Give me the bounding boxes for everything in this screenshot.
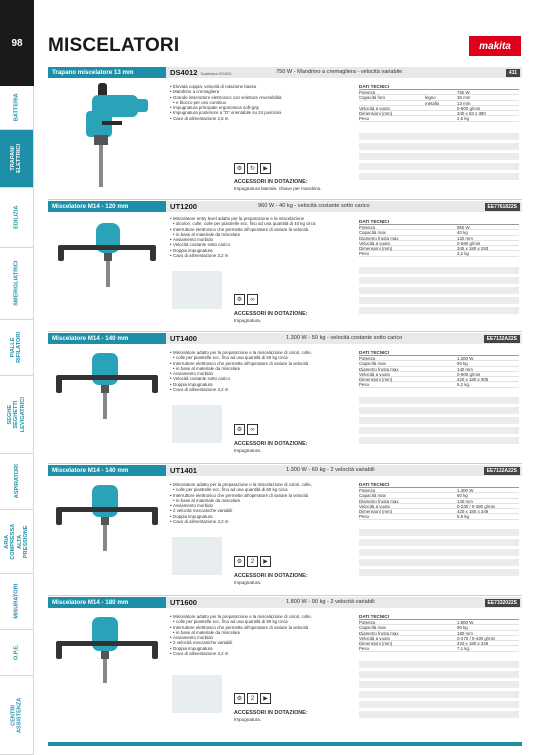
product-ut1400 bbox=[48, 333, 522, 461]
product-model: UT1200 bbox=[170, 202, 198, 211]
feature-item: • Cavo di alimentazione 2,5 m bbox=[170, 116, 356, 121]
feature-item: • Avviamento morbido bbox=[170, 635, 356, 640]
feature-item: • Avviamento morbido bbox=[170, 237, 356, 242]
spec-table bbox=[359, 84, 519, 122]
spec-row: Peso 5,8 kg bbox=[359, 514, 519, 519]
accessory-icons bbox=[234, 556, 271, 567]
product-category: Trapano miscelatore 13 mm bbox=[48, 67, 166, 78]
product-photo bbox=[48, 479, 166, 553]
product-photo bbox=[48, 81, 166, 191]
sidebar-tab-pialle-rifilatori[interactable]: PIALLE RIFILATORI bbox=[0, 320, 34, 376]
product-category: Miscelatore M14 - 120 mm bbox=[48, 201, 166, 212]
reverse-rotation-icon: ↻ bbox=[247, 163, 258, 174]
spec-row: Dimensioni (mm) 420 x 180 x 349 bbox=[359, 641, 519, 646]
accessory-photo bbox=[172, 675, 222, 713]
product-header-bar bbox=[48, 333, 522, 344]
section-divider bbox=[48, 463, 522, 464]
spec-row: Potenza 1.300 W bbox=[359, 356, 519, 361]
product-header-bar bbox=[48, 201, 522, 212]
spec-row: Potenza 750 W bbox=[359, 90, 519, 95]
product-description: 1.800 W - 90 kg - 2 velocità variabili bbox=[286, 599, 375, 605]
feature-item: • dicolori, colle, colle per piastrelle ecc. fino ad una quantità di 40 kg circa bbox=[170, 221, 356, 226]
speed-control-icon: ⚙ bbox=[234, 556, 245, 567]
sidebar-tab-batteria[interactable]: BATTERIA bbox=[0, 86, 34, 130]
spec-row: Dimensioni (mm) 420 x 180 x 305 bbox=[359, 377, 519, 382]
feature-item: • in base al materiale da miscelare bbox=[170, 630, 356, 635]
two-speed-icon: 2 bbox=[247, 693, 258, 704]
spec-row: Dimensioni (mm) 345 x 180 x 293 bbox=[359, 246, 519, 251]
product-category: Miscelatore M14 - 180 mm bbox=[48, 597, 166, 608]
spec-row: Potenza 1.300 W bbox=[359, 488, 519, 493]
spec-row: Capacità max 60 kg bbox=[359, 493, 519, 498]
accessory-icons bbox=[234, 294, 258, 305]
feature-item: • Cavo di alimentazione 3,2 m bbox=[170, 519, 356, 524]
sidebar-tab-aspiratori[interactable]: ASPIRATORI bbox=[0, 454, 34, 510]
soft-start-icon: ▶ bbox=[260, 693, 271, 704]
accessories-text: Impugnatura. bbox=[234, 448, 262, 453]
product-model: UT1401 bbox=[170, 466, 198, 475]
product-code-badge: EE7332022S bbox=[485, 599, 520, 607]
spec-title: DATI TECNICI bbox=[359, 84, 519, 90]
feature-item: • Doppia impugnatura bbox=[170, 646, 356, 651]
empty-spec-rows bbox=[359, 133, 519, 183]
accessory-icons bbox=[234, 424, 258, 435]
feature-item: • Impugnatura posteriore a "D" orientabile su 24 posizioni bbox=[170, 110, 356, 115]
speed-control-icon: ⚙ bbox=[234, 294, 245, 305]
product-description: 750 W - Mandrino a cremagliera - velocità variabile bbox=[276, 69, 403, 75]
product-code-badge: EE7761822S bbox=[485, 203, 520, 211]
feature-item: • Interruttore elettronico che permette all'operatore di variare la velocità bbox=[170, 625, 356, 630]
spec-row: Diametro frusta max 140 mm bbox=[359, 367, 519, 372]
product-code-badge: 411 bbox=[506, 69, 520, 77]
spec-row: Diametro frusta max 120 mm bbox=[359, 236, 519, 241]
feature-item: • 2 velocità meccaniche variabili bbox=[170, 508, 356, 513]
accessory-icons bbox=[234, 163, 271, 174]
sidebar-tab-smerigliatrici[interactable]: SMERIGLIATRICI bbox=[0, 248, 34, 320]
feature-item: • Miscelatore adatto per la preparazione e la miscelazione di colori, colle, bbox=[170, 482, 356, 487]
feature-item: • 2 velocità meccaniche variabili bbox=[170, 640, 356, 645]
product-description: 960 W - 40 kg - velocità costante sotto carico bbox=[258, 203, 370, 209]
feature-item: • Doppia impugnatura bbox=[170, 248, 356, 253]
accessories-text: Impugnatura. bbox=[234, 318, 262, 323]
feature-list bbox=[170, 84, 356, 121]
accessories-text: Impugnatura laterale, chiave per mandrino. bbox=[234, 186, 322, 191]
accessories-title: ACCESSORI IN DOTAZIONE: bbox=[234, 311, 308, 317]
spec-row: Velocità a vuoto 0-600 g/min bbox=[359, 106, 519, 111]
spec-table bbox=[359, 614, 519, 652]
product-ut1200 bbox=[48, 201, 522, 329]
spec-title: DATI TECNICI bbox=[359, 350, 519, 356]
mixer-illustration bbox=[48, 215, 166, 289]
spec-row: Peso 3,2 kg bbox=[359, 251, 519, 256]
spec-title: DATI TECNICI bbox=[359, 219, 519, 225]
product-description: 1.300 W - 60 kg - 2 velocità variabili bbox=[286, 467, 375, 473]
section-divider bbox=[48, 331, 522, 332]
feature-item: • Cavo di alimentazione 3,2 m bbox=[170, 387, 356, 392]
accessory-photo bbox=[172, 537, 222, 575]
feature-item: • Avviamento morbido bbox=[170, 503, 356, 508]
spec-row: Peso 5,2 kg bbox=[359, 382, 519, 387]
sidebar-tab-misuratori[interactable]: MISURATORI bbox=[0, 574, 34, 630]
spec-row: Capacità max 50 kg bbox=[359, 361, 519, 366]
product-model: UT1600 bbox=[170, 598, 198, 607]
product-category: Miscelatore M14 - 140 mm bbox=[48, 465, 166, 476]
sidebar-tab-aria-compressa[interactable]: ARIA COMPRESSA ALTA PRESSIONE bbox=[0, 510, 34, 574]
mixer-illustration bbox=[48, 347, 166, 421]
speed-control-icon: ⚙ bbox=[234, 424, 245, 435]
feature-item: • Avviamento morbido bbox=[170, 371, 356, 376]
spec-table bbox=[359, 482, 519, 520]
spec-row: Peso 7,1 kg bbox=[359, 646, 519, 651]
feature-item: • colle per piastrelle ecc. fino ad una quantità di 50 kg circa bbox=[170, 355, 356, 360]
feature-item: • Interruttore elettronico che permette all'operatore di variare la velocità bbox=[170, 493, 356, 498]
spec-row: Velocità a vuoto 0-270 / 0-430 g/min bbox=[359, 636, 519, 641]
feature-item: • Velocità costante sotto carico bbox=[170, 376, 356, 381]
feature-item: • colle per piastrelle ecc. fino ad una quantità di 90 kg circa bbox=[170, 619, 356, 624]
constant-speed-icon: ∞ bbox=[247, 424, 258, 435]
spec-row: Potenza 960 W bbox=[359, 225, 519, 230]
drill-mixer-illustration bbox=[48, 81, 166, 191]
feature-item: • Miscelatore adatto per la preparazione e la miscelazione di colori, colle, bbox=[170, 614, 356, 619]
spec-table bbox=[359, 350, 519, 388]
product-category: Miscelatore M14 - 140 mm bbox=[48, 333, 166, 344]
feature-list bbox=[170, 216, 356, 258]
feature-list bbox=[170, 482, 356, 524]
section-divider bbox=[48, 199, 522, 200]
product-photo bbox=[48, 611, 166, 685]
spec-row: Diametro frusta max 180 mm bbox=[359, 631, 519, 636]
mixer-illustration bbox=[48, 479, 166, 553]
product-header-bar bbox=[48, 465, 522, 476]
feature-item: • Doppia impugnatura bbox=[170, 514, 356, 519]
sidebar-tab-seghe[interactable]: SEGHE SEGHETTI LEVIGATRICI bbox=[0, 376, 34, 454]
feature-item: • Interruttore elettronico che permette all'operatore di variare la velocità bbox=[170, 227, 356, 232]
two-speed-icon: 2 bbox=[247, 556, 258, 567]
feature-item: • in base al materiale da miscelare bbox=[170, 232, 356, 237]
accessories-title: ACCESSORI IN DOTAZIONE: bbox=[234, 573, 308, 579]
page-number-box bbox=[0, 0, 34, 86]
feature-list bbox=[170, 350, 356, 392]
sidebar-tab-edilizia[interactable]: EDILIZIA bbox=[0, 188, 34, 248]
feature-item: • Impugnatura principale ergonomica soft-grip bbox=[170, 105, 356, 110]
feature-item: • Elevata coppia, velocità di rotazione bassa bbox=[170, 84, 356, 89]
product-header-bar bbox=[48, 597, 522, 608]
spec-title: DATI TECNICI bbox=[359, 614, 519, 620]
product-ut1401 bbox=[48, 465, 522, 593]
brand-logo: makita bbox=[469, 36, 521, 56]
empty-spec-rows bbox=[359, 267, 519, 317]
feature-item: • Cavo di alimentazione 3,2 m bbox=[170, 651, 356, 656]
empty-spec-rows bbox=[359, 397, 519, 447]
spec-row: Capacità max 40 kg bbox=[359, 230, 519, 235]
spec-row: Dimensioni (mm) 340 x 83 x 380 bbox=[359, 111, 519, 116]
product-code-badge: EE7132A22S bbox=[484, 467, 520, 475]
feature-item: • colle per piastrelle ecc. fino ad una quantità di 60 kg circa bbox=[170, 487, 356, 492]
feature-item: • Grande interruttore elettronico con selettore reversibilità bbox=[170, 95, 356, 100]
spec-row: Velocità a vuoto 0-230 / 0-480 g/min bbox=[359, 504, 519, 509]
accessories-title: ACCESSORI IN DOTAZIONE: bbox=[234, 441, 308, 447]
soft-start-icon: ▶ bbox=[260, 556, 271, 567]
feature-item: • e blocco per uso continuo bbox=[170, 100, 356, 105]
empty-spec-rows bbox=[359, 661, 519, 721]
accessory-icons bbox=[234, 693, 271, 704]
feature-item: • Miscelatore adatto per la preparazione e la miscelazione di colori, colle, bbox=[170, 350, 356, 355]
spec-row: Diametro frusta max 140 mm bbox=[359, 499, 519, 504]
feature-item: • Velocità costante sotto carico bbox=[170, 242, 356, 247]
spec-row: Potenza 1.800 W bbox=[359, 620, 519, 625]
spec-row: Velocità a vuoto 0-580 g/min bbox=[359, 241, 519, 246]
product-model: DS4012 Sostituisce DS4011 bbox=[170, 68, 232, 77]
spec-row: metallo 13 mm bbox=[359, 101, 519, 106]
accessory-photo bbox=[172, 405, 222, 443]
spec-title: DATI TECNICI bbox=[359, 482, 519, 488]
product-header-bar bbox=[48, 67, 522, 78]
sidebar-tab-ope[interactable]: O.P.E. bbox=[0, 630, 34, 676]
product-model: UT1400 bbox=[170, 334, 198, 343]
spec-row: Capacità foro legno 36 mm bbox=[359, 95, 519, 100]
feature-item: • Miscelatore entry level adatto per la preparazione e la miscelazione bbox=[170, 216, 356, 221]
empty-spec-rows bbox=[359, 529, 519, 579]
spec-row: Peso 2,6 kg bbox=[359, 116, 519, 121]
feature-item: • Mandrino a cremagliera bbox=[170, 89, 356, 94]
accessory-photo bbox=[172, 271, 222, 309]
speed-control-icon: ⚙ bbox=[234, 163, 245, 174]
spec-table bbox=[359, 219, 519, 257]
feature-item: • Doppia impugnatura bbox=[170, 382, 356, 387]
accessories-text: Impugnatura. bbox=[234, 717, 262, 722]
spec-row: Dimensioni (mm) 420 x 180 x 349 bbox=[359, 509, 519, 514]
speed-control-icon: ⚙ bbox=[234, 693, 245, 704]
accessories-text: Impugnatura. bbox=[234, 580, 262, 585]
product-ds4012 bbox=[48, 67, 522, 197]
product-code-badge: EE7132A22S bbox=[484, 335, 520, 343]
spec-row: Velocità a vuoto 0-900 g/min bbox=[359, 372, 519, 377]
feature-item: • in base al materiale da miscelare bbox=[170, 366, 356, 371]
mixer-illustration bbox=[48, 611, 166, 685]
feature-item: • Interruttore elettronico che permette all'operatore di variare la velocità bbox=[170, 361, 356, 366]
product-photo bbox=[48, 215, 166, 289]
sidebar bbox=[0, 0, 34, 755]
page-title: MISCELATORI bbox=[48, 35, 180, 56]
constant-speed-icon: ∞ bbox=[247, 294, 258, 305]
model-subtitle: Sostituisce DS4011 bbox=[200, 72, 232, 76]
footer-bar bbox=[48, 742, 522, 746]
feature-list bbox=[170, 614, 356, 656]
sidebar-tab-centri-assistenza[interactable]: CENTRI ASSISTENZA bbox=[0, 676, 34, 755]
feature-item: • Cavo di alimentazione 3,2 m bbox=[170, 253, 356, 258]
product-description: 1.300 W - 50 kg - velocità costante sotto carico bbox=[286, 335, 403, 341]
page-number: 98 bbox=[11, 38, 23, 49]
section-divider bbox=[48, 595, 522, 596]
soft-start-icon: ▶ bbox=[260, 163, 271, 174]
product-ut1600 bbox=[48, 597, 522, 737]
accessories-title: ACCESSORI IN DOTAZIONE: bbox=[234, 710, 308, 716]
spec-row: Capacità max 90 kg bbox=[359, 625, 519, 630]
product-photo bbox=[48, 347, 166, 421]
accessories-title: ACCESSORI IN DOTAZIONE: bbox=[234, 179, 308, 185]
feature-item: • in base al materiale da miscelare bbox=[170, 498, 356, 503]
sidebar-tab-trapani-elettrici[interactable]: TRAPANI ELETTRICI bbox=[0, 130, 34, 188]
